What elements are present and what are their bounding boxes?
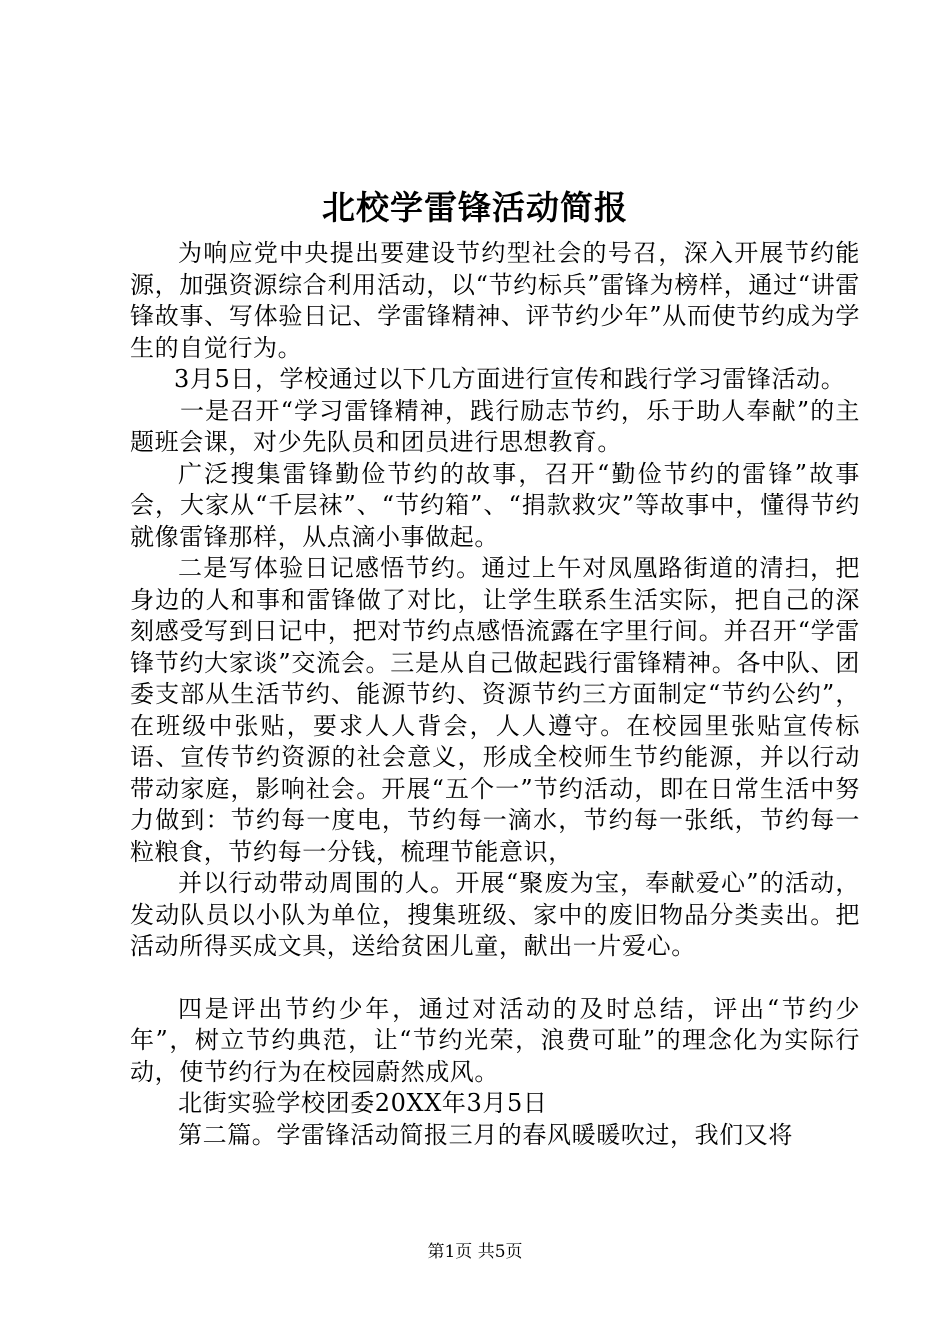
paragraph-recycling: 并以行动带动周围的人。开展“聚废为宝，奉献爱心”的活动，发动队员以小队为单位，搜集班级、家中的废旧物品分类卖出。把活动所得买成文具，送给贫困儿童，献出一片爱心。 <box>130 869 860 960</box>
paragraph-signature: 北街实验学校团委20XX年3月5日 <box>178 1089 548 1117</box>
paragraph-diary: 二是写体验日记感悟节约。通过上午对凤凰路街道的清扫，把身边的人和事和雷锋做了对比，让学生联系生活实际，把自己的深刻感受写到日记中，把对节约点感悟流露在字里行间。并召开“学雷锋节约大家谈”交流会。三是从自己做起践行雷锋精神。各中队、团委支部从生活节约、能源节约、资源节约三方面制定“节约公约”，在班级中张贴，要求人人背会，人人遵守。在校园里张贴宣传标语、宣传节约资源的社会意义，形成全校师生节约能源，并以行动带动家庭，影响社会。开展“五个一”节约活动，即在日常生活中努力做到：节约每一度电，节约每一滴水，节约每一张纸，节约每一粒粮食，节约每一分钱，梳理节能意识， <box>130 554 860 866</box>
paragraph-second-article: 第二篇。学雷锋活动简报三月的春风暖暖吹过，我们又将 <box>178 1120 793 1149</box>
document-title: 北校学雷锋活动简报 <box>322 188 628 227</box>
paragraph-gap <box>130 963 860 994</box>
paragraph-story-meeting: 广泛搜集雷锋勤俭节约的故事，召开“勤俭节约的雷锋”故事会，大家从“千层袜”、“节约箱”、“捐款救灾”等故事中，懂得节约就像雷锋那样，从点滴小事做起。 <box>130 459 860 551</box>
paragraph-intro: 为响应党中央提出要建设节约型社会的号召，深入开展节约能源，加强资源综合利用活动，以“节约标兵”雷锋为榜样，通过“讲雷锋故事、写体验日记、学雷锋精神、评节约少年”从而使节约成为学生的自觉行为。 <box>130 239 860 362</box>
document-body <box>130 238 860 1151</box>
page-number: 第1页 共5页 <box>427 1242 523 1262</box>
paragraph-march-5: 3月5日，学校通过以下几方面进行宣传和践行学习雷锋活动。 <box>174 365 846 393</box>
paragraph-class-meeting: 一是召开“学习雷锋精神，践行励志节约，乐于助人奉献”的主题班会课，对少先队员和团员进行思想教育。 <box>130 396 860 456</box>
paragraph-awards: 四是评出节约少年，通过对活动的及时总结，评出“节约少年”，树立节约典范，让“节约光荣，浪费可耻”的理念化为实际行动，使节约行为在校园蔚然成风。 <box>130 994 860 1086</box>
